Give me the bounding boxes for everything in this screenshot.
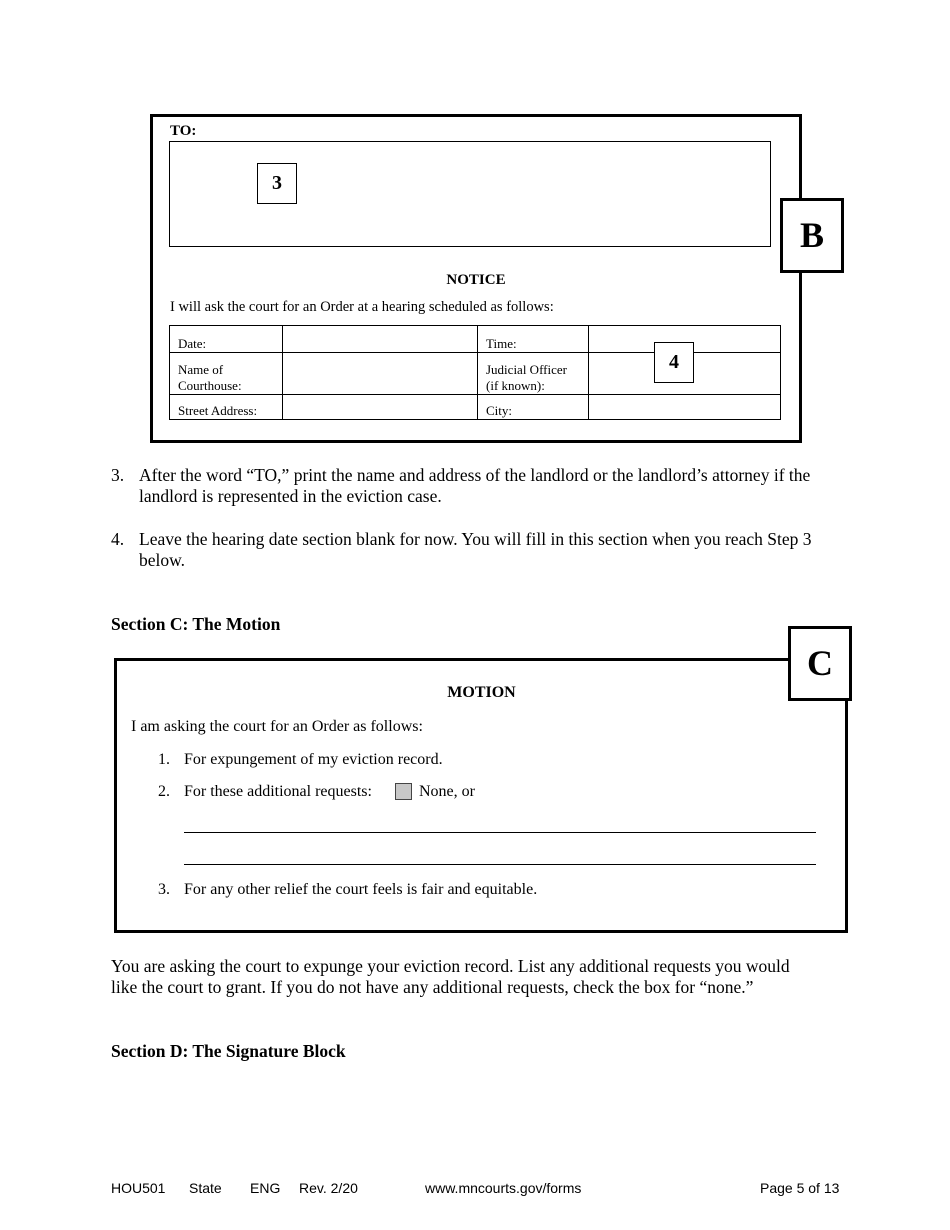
motion-item-text: For expungement of my eviction record.	[184, 751, 443, 768]
callout-b: B	[780, 198, 844, 273]
motion-intro: I am asking the court for an Order as follows:	[131, 718, 423, 735]
notice-text: I will ask the court for an Order at a hearing scheduled as follows:	[170, 299, 554, 315]
instruction-number: 3.	[111, 465, 125, 485]
date-field[interactable]	[283, 326, 478, 353]
callout-4: 4	[654, 342, 694, 383]
instruction-item	[111, 465, 841, 507]
none-checkbox-label: None, or	[419, 783, 475, 800]
footer-jurisdiction: State	[189, 1180, 222, 1196]
section-d-heading: Section D: The Signature Block	[111, 1041, 346, 1061]
footer-revision: Rev. 2/20	[299, 1180, 358, 1196]
motion-title: MOTION	[447, 684, 516, 701]
street-address-field[interactable]	[283, 395, 478, 420]
city-label: City:	[478, 395, 589, 420]
date-label: Date:	[170, 326, 283, 353]
motion-item-number: 2.	[158, 783, 170, 800]
courthouse-label: Name of Courthouse:	[170, 353, 283, 395]
instruction-number: 4.	[111, 529, 125, 549]
additional-request-line[interactable]	[184, 832, 816, 833]
footer-url[interactable]: www.mncourts.gov/forms	[425, 1180, 582, 1196]
instruction-text: Leave the hearing date section blank for now. You will fill in this section when you reach Step 3 below.	[139, 529, 812, 570]
judicial-officer-label: Judicial Officer (if known):	[478, 353, 589, 395]
instruction-item	[111, 529, 841, 571]
notice-title: NOTICE	[446, 272, 506, 288]
instruction-text: After the word “TO,” print the name and address of the landlord or the landlord’s attorney if the landlord is represented in the eviction case.	[139, 465, 811, 506]
footer-language: ENG	[250, 1180, 281, 1196]
motion-item-number: 3.	[158, 881, 170, 898]
motion-item-text: For these additional requests:	[184, 783, 372, 800]
street-address-label: Street Address:	[170, 395, 283, 420]
additional-request-line[interactable]	[184, 864, 816, 865]
time-label: Time:	[478, 326, 589, 353]
callout-3: 3	[257, 163, 297, 204]
footer-page-number: Page 5 of 13	[760, 1180, 840, 1196]
motion-item-number: 1.	[158, 751, 170, 768]
none-checkbox[interactable]	[395, 783, 412, 800]
to-label: TO:	[170, 123, 197, 139]
courthouse-field[interactable]	[283, 353, 478, 395]
motion-item-text: For any other relief the court feels is fair and equitable.	[184, 881, 538, 898]
city-field[interactable]	[589, 395, 781, 420]
section-c-heading: Section C: The Motion	[111, 614, 281, 634]
callout-c: C	[788, 626, 852, 701]
section-c-explanation: You are asking the court to expunge your eviction record. List any additional requests you would like the court to grant. If you do not have any additional requests, check the box for “none.”	[111, 956, 790, 997]
footer-form-id: HOU501	[111, 1180, 166, 1196]
